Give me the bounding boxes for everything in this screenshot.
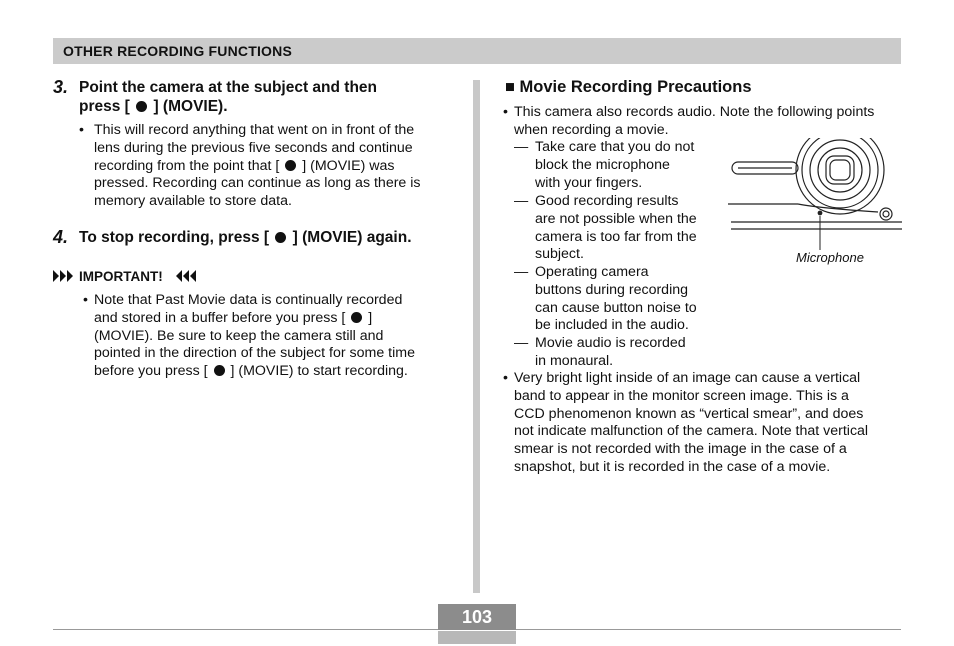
page-number-box bbox=[438, 604, 516, 644]
dash-marker: — bbox=[514, 193, 529, 209]
important-line-5-post: ] (MOVIE) to start recording. bbox=[230, 363, 408, 380]
dash-item-line: Take care that you do not bbox=[535, 139, 695, 155]
dash-item-line: subject. bbox=[535, 246, 584, 263]
smear-bullet-line: snapshot, but it is recorded in the case of a movie. bbox=[514, 458, 831, 475]
audio-bullet-marker: • bbox=[503, 104, 508, 120]
step-3-bullet-line-3-pre: recording from the point that [ bbox=[94, 157, 280, 174]
important-line-3: (MOVIE). Be sure to keep the camera still and bbox=[94, 327, 384, 344]
step-3-line-2 bbox=[79, 97, 377, 116]
page-number-tab-base bbox=[438, 631, 516, 644]
dash-item-line: buttons during recording bbox=[535, 281, 689, 298]
important-line-4: pointed in the direction of the subject for some time bbox=[94, 345, 415, 362]
important-line-2-pre: and stored in a buffer before you press [ bbox=[94, 309, 346, 326]
step-3-number: 3. bbox=[53, 77, 69, 97]
step-3-bullet-line-3 bbox=[94, 158, 454, 176]
audio-bullet-line-1: This camera also records audio. Note the following points bbox=[514, 104, 875, 120]
column-divider bbox=[473, 80, 480, 593]
section-title: ■ Movie Recording Precautions bbox=[505, 78, 752, 96]
smear-bullet-line: not indicate malfunction of the camera. Note that vertical bbox=[514, 423, 869, 440]
dash-item bbox=[535, 335, 686, 371]
dash-item-line: are not possible when the bbox=[535, 210, 697, 227]
step-4-text-post: ] (MOVIE) again. bbox=[292, 229, 412, 246]
important-label: IMPORTANT! bbox=[79, 269, 163, 284]
dash-item-line: in monaural. bbox=[535, 352, 614, 369]
camera-microphone-illustration bbox=[728, 138, 902, 256]
dash-item bbox=[535, 264, 697, 335]
important-left-icon bbox=[53, 270, 75, 282]
dash-item-line: be included in the audio. bbox=[535, 317, 689, 334]
dash-item-line: block the microphone bbox=[535, 156, 670, 173]
step-3-bullet-text bbox=[94, 122, 454, 211]
movie-button-icon bbox=[136, 101, 147, 112]
smear-bullet-line: CCD phenomenon known as “vertical smear”, and does bbox=[514, 405, 864, 422]
important-line-2-post: ] bbox=[368, 309, 373, 326]
step-3-bullet-line-2: lens during the previous five seconds and continue bbox=[94, 139, 413, 156]
smear-bullet-text bbox=[514, 370, 904, 477]
audio-bullet-line-2: when recording a movie. bbox=[514, 121, 669, 138]
movie-button-icon bbox=[351, 312, 362, 323]
important-right-icon bbox=[176, 270, 198, 282]
step-4-text-pre: To stop recording, press [ bbox=[79, 229, 270, 246]
important-bullet-marker: • bbox=[83, 292, 88, 308]
dash-item bbox=[535, 193, 697, 264]
smear-bullet-marker: • bbox=[503, 370, 508, 386]
smear-bullet-line: band to appear in the monitor screen image. This is a bbox=[514, 387, 849, 404]
dash-marker: — bbox=[514, 335, 529, 351]
dash-marker: — bbox=[514, 264, 529, 280]
step-3-line-1: Point the camera at the subject and then bbox=[79, 79, 378, 96]
section-header-bar bbox=[53, 38, 901, 64]
section-header-title: OTHER RECORDING FUNCTIONS bbox=[63, 43, 292, 59]
microphone-label: Microphone bbox=[796, 250, 864, 265]
smear-bullet-line: smear is not recorded with the image in the case of a bbox=[514, 441, 847, 458]
step-3-bullet-line-1: This will record anything that went on in front of the bbox=[94, 122, 415, 138]
dash-item-line: Operating camera bbox=[535, 264, 649, 280]
dash-marker: — bbox=[514, 139, 529, 155]
step-4-text bbox=[79, 228, 412, 247]
step-3-bullet-marker: • bbox=[79, 122, 84, 138]
movie-button-icon bbox=[214, 365, 225, 376]
important-text bbox=[94, 292, 454, 381]
step-3-bullet-line-3-post: ] (MOVIE) was bbox=[302, 157, 395, 174]
important-line-2 bbox=[94, 310, 454, 328]
movie-button-icon bbox=[275, 232, 286, 243]
smear-bullet-line: Very bright light inside of an image can cause a vertical bbox=[514, 370, 861, 386]
movie-button-icon bbox=[285, 160, 296, 171]
step-3-text bbox=[79, 78, 377, 116]
dash-item-line: Good recording results bbox=[535, 193, 679, 209]
dash-item-line: can cause button noise to bbox=[535, 299, 697, 316]
dash-item-line: camera is too far from the bbox=[535, 228, 697, 245]
page-number: 103 bbox=[461, 607, 493, 627]
important-line-5 bbox=[94, 363, 454, 381]
dash-item bbox=[535, 139, 694, 192]
step-3-line-2-post: ] (MOVIE). bbox=[153, 98, 228, 115]
step-4-number: 4. bbox=[53, 227, 69, 247]
important-line-5-pre: before you press [ bbox=[94, 363, 208, 380]
step-3-line-2-pre: press [ bbox=[79, 98, 130, 115]
important-line-1: Note that Past Movie data is continually recorded bbox=[94, 292, 403, 308]
step-3-bullet-line-4: pressed. Recording can continue as long as there is bbox=[94, 175, 421, 192]
dash-item-line: Movie audio is recorded bbox=[535, 335, 686, 351]
step-3-bullet-line-5: memory available to store data. bbox=[94, 193, 292, 210]
audio-bullet-text bbox=[514, 104, 904, 140]
dash-item-line: with your fingers. bbox=[535, 174, 643, 191]
